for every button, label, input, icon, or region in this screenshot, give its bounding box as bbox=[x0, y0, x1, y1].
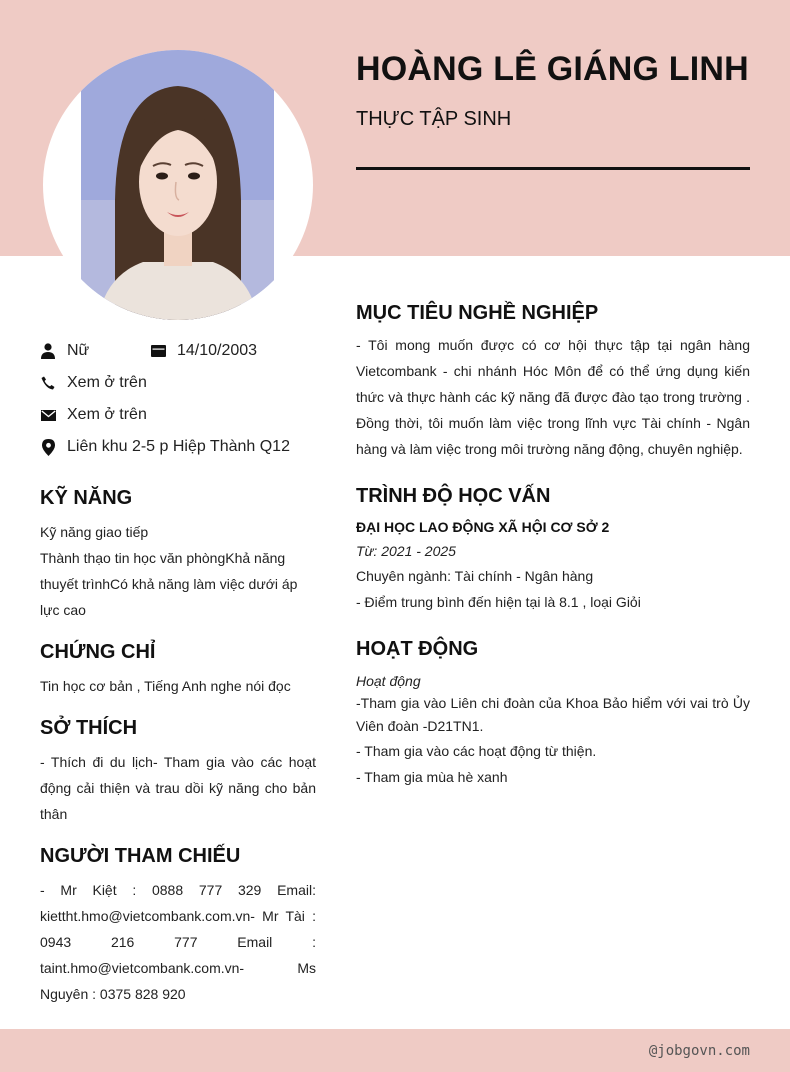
skill-item: Thành thạo tin học văn phòngKhả năng thuyết trìnhCó khả năng làm việc dưới áp lực cao bbox=[40, 550, 298, 618]
skills-heading: KỸ NĂNG bbox=[40, 487, 133, 509]
candidate-name: HOÀNG LÊ GIÁNG LINH bbox=[356, 50, 749, 88]
certificates-heading: CHỨNG CHỈ bbox=[40, 641, 156, 663]
calendar-icon bbox=[150, 343, 166, 359]
email-value: Xem ở trên bbox=[67, 406, 147, 423]
contact-gender bbox=[40, 342, 150, 360]
profile-photo bbox=[43, 50, 313, 320]
person-icon bbox=[40, 343, 56, 359]
activities-subtitle: Hoạt động bbox=[356, 673, 421, 689]
education-gpa: - Điểm trung bình đến hiện tại là 8.1 , loại Giỏi bbox=[356, 594, 641, 610]
references-text: - Mr Kiệt : 0888 777 329 Email: kiettht.hmo@vietcombank.com.vn- Mr Tài : 0943 216 777 Email : taint.hmo@vietcombank.com.vn- Ms Nguyên : 0375 828 920 bbox=[40, 882, 316, 1002]
contact-phone bbox=[40, 374, 330, 392]
dob-value: 14/10/2003 bbox=[177, 342, 258, 359]
education-school: ĐẠI HỌC LAO ĐỘNG XÃ HỘI CƠ SỞ 2 bbox=[356, 519, 610, 535]
phone-icon bbox=[40, 375, 56, 391]
footer-watermark: @jobgovn.com bbox=[648, 1043, 750, 1059]
title-divider bbox=[356, 167, 750, 170]
skill-item: Kỹ năng giao tiếp bbox=[40, 524, 149, 540]
gender-value: Nữ bbox=[67, 342, 90, 359]
certificates-text: Tin học cơ bản , Tiếng Anh nghe nói đọc bbox=[40, 678, 291, 694]
contact-dob bbox=[150, 342, 310, 360]
activity-item: - Tham gia mùa hè xanh bbox=[356, 769, 508, 785]
mail-icon bbox=[40, 407, 56, 423]
activities-heading: HOẠT ĐỘNG bbox=[356, 638, 479, 660]
phone-value: Xem ở trên bbox=[67, 374, 147, 391]
contact-address bbox=[40, 438, 330, 456]
activity-item: - Tham gia vào các hoạt động từ thiện. bbox=[356, 743, 597, 759]
contact-email bbox=[40, 406, 330, 424]
hobbies-text: - Thích đi du lịch- Tham gia vào các hoạt động cải thiện và trau dồi kỹ năng cho bản thân bbox=[40, 754, 316, 822]
objective-text: - Tôi mong muốn được có cơ hội thực tập tại ngân hàng Vietcombank - chi nhánh Hóc Môn để có thể ứng dụng kiến thức và thực hành các kỹ năng đã được đào tạo trong trường . Đồng thời, tôi muốn làm việc trong lĩnh vực Tài chính - Ngân hàng và làm việc trong môi trường năng động, chuyên nghiệp. bbox=[356, 337, 750, 457]
objective-heading: MỤC TIÊU NGHỀ NGHIỆP bbox=[356, 302, 599, 324]
location-pin-icon bbox=[40, 439, 56, 455]
address-value: Liên khu 2-5 p Hiệp Thành Q12 bbox=[67, 438, 290, 455]
activity-item: -Tham gia vào Liên chi đoàn của Khoa Bảo hiểm với vai trò Ủy Viên đoàn -D21TN1. bbox=[356, 695, 750, 734]
education-heading: TRÌNH ĐỘ HỌC VẤN bbox=[356, 485, 551, 507]
job-title: THỰC TẬP SINH bbox=[356, 108, 512, 130]
skills-list bbox=[40, 519, 316, 623]
hobbies-heading: SỞ THÍCH bbox=[40, 717, 138, 739]
education-major: Chuyên ngành: Tài chính - Ngân hàng bbox=[356, 568, 594, 584]
references-heading: NGƯỜI THAM CHIẾU bbox=[40, 845, 241, 867]
education-period: Từ: 2021 - 2025 bbox=[356, 543, 456, 559]
